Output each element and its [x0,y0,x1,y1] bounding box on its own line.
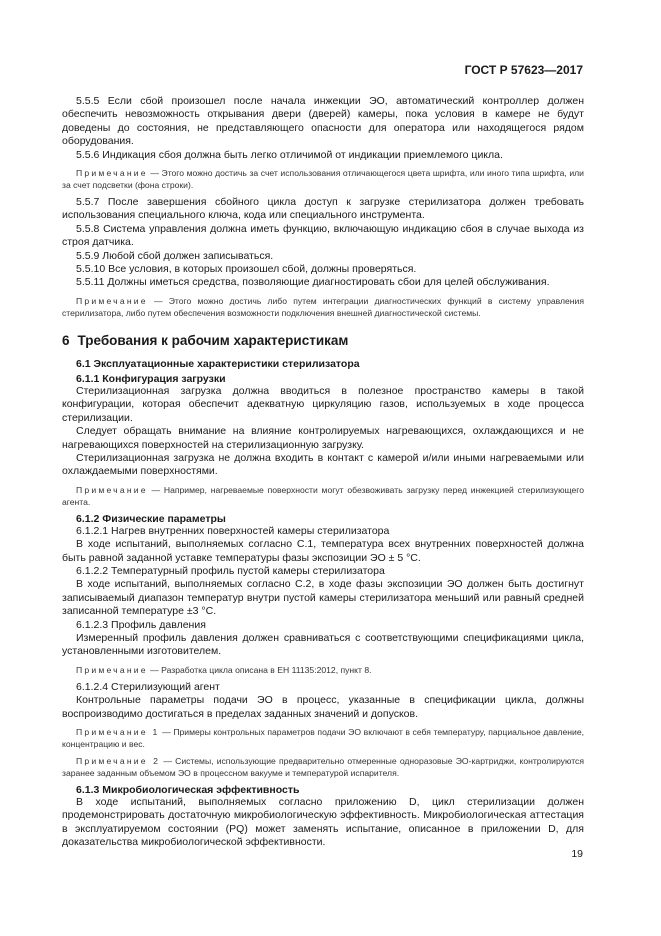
note-5-5-11 [62,295,584,319]
note-text: — Этого можно достичь за счет использования отличающегося цвета шрифта, или иного типа шрифта, или за счет подсветки (фона строки). [62,168,584,191]
paragraph-5-5-10: 5.5.10 Все условия, в которых произошел сбой, должны проверяться. [76,263,417,276]
paragraph-6-1-1-c: Стерилизационная загрузка не должна входить в контакт с камерой и/или иными нагреваемыми или охлаждаемыми поверхностями. [62,451,584,478]
paragraph-5-5-9: 5.5.9 Любой сбой должен записываться. [76,249,274,262]
note-label: Примечание [76,664,148,675]
paragraph-6-1-2-1-heading: 6.1.2.1 Нагрев внутренних поверхностей камеры стерилизатора [76,524,390,537]
note-5-5-6 [62,167,584,191]
paragraph-5-5-6: 5.5.6 Индикация сбоя должна быть легко отличимой от индикации приемлемого цикла. [76,148,503,161]
paragraph-5-5-5: 5.5.5 Если сбой произошел после начала инжекции ЭО, автоматический контроллер должен обеспечить невозможность открывания двери (дверей) камеры, пока условия в камере не будут доведены до состояния, не представляющего опасности для оператора или находящегося рядом оборудования. [62,95,584,148]
page-number: 19 [571,848,583,860]
paragraph-6-1-1-b: Следует обращать внимание на влияние контролируемых нагревающихся, охлаждающихся и не нагревающихся поверхностей на стерилизационную загрузку. [62,425,584,451]
note-text: — Системы, использующие предварительно отмеренные одноразовые ЭО-картриджи, контролируются заранее заданным объемом ЭО в процессном вакууме и температурой испарителя. [62,756,584,778]
paragraph-6-1-2-2: В ходе испытаний, выполняемых согласно С.2, в ходе фазы экспозиции ЭО должен быть достигнут записываемый диапазон температур внутри пустой камеры стерилизатора меньший или равный средней записанной температуре ±3 °С. [62,578,584,618]
paragraph-6-1-2-3: Измеренный профиль давления должен сравниваться с соответствующими спецификациями цикла, установленными изготовителем. [62,631,584,658]
note-6-1-1 [62,484,584,508]
section-6-heading [62,333,584,348]
note-label: Примечание [76,484,148,495]
paragraph-6-1-3: В ходе испытаний, выполняемых согласно приложению D, цикл стерилизации должен продемонстрировать достаточную микробиологическую эффективность. Микробиологическая аттестация в эксплуатируемом состоянии (PQ) может заменять испытание, описанное в приложении D, для доказательства микробиологической эффективности. [62,796,584,849]
document-header: ГОСТ Р 57623—2017 [464,63,583,77]
note-text: — Разработка цикла описана в ЕН 11135:2012, пункт 8. [147,664,372,675]
note-label: Примечание [76,168,148,179]
note-6-1-2-4-2 [62,755,584,779]
note-text: — Этого можно достичь либо путем интеграции диагностических функций в систему управления стерилизатора, либо путем обеспечения возможности подключения внешней диагностической системы. [62,295,584,318]
section-number: 6 [62,332,70,348]
note-6-1-2-3 [62,664,584,676]
section-title: Требования к рабочим характеристикам [77,332,349,348]
paragraph-6-1-2-4-heading: 6.1.2.4 Стерилизующий агент [76,680,220,693]
paragraph-6-1-2-4: Контрольные параметры подачи ЭО в процесс, указанные в спецификации цикла, должны воспроизводимо достигаться в пределах заданных значений и допусков. [62,694,584,720]
note-label: Примечание 1 [76,727,160,737]
paragraph-6-1-2-3-heading: 6.1.2.3 Профиль давления [76,618,206,631]
subsection-6-1-3-heading: 6.1.3 Микробиологическая эффективность [76,784,300,796]
paragraph-6-1-2-1: В ходе испытаний, выполняемых согласно С.1, температура всех внутренних поверхностей должна быть равной заданной уставке температуры фазы экспозиции ЭО ± 5 °С. [62,538,584,564]
paragraph-5-5-11: 5.5.11 Должны иметься средства, позволяющие диагностировать сбои для целей обслуживания. [76,276,550,289]
note-text: — Например, нагреваемые поверхности могут обезвоживать загрузку перед инжекцией стерилизующего агента. [62,484,584,507]
note-label: Примечание 2 [76,756,161,766]
note-text: — Примеры контрольных параметров подачи ЭО включают в себя температуру, парциальное давление, концентрацию и вес. [62,727,584,749]
paragraph-6-1-2-2-heading: 6.1.2.2 Температурный профиль пустой камеры стерилизатора [76,564,385,577]
page-content [62,95,584,850]
note-label: Примечание [76,295,148,306]
subsection-6-1-1-heading: 6.1.1 Конфигурация загрузки [76,372,226,385]
paragraph-5-5-7: 5.5.7 После завершения сбойного цикла доступ к загрузке стерилизатора должен требовать использования специального ключа, кода или специального инструмента. [62,196,584,222]
note-6-1-2-4-1 [62,726,584,750]
subsection-6-1-heading: 6.1 Эксплуатационные характеристики стерилизатора [76,357,360,370]
paragraph-5-5-8: 5.5.8 Система управления должна иметь функцию, включающую индикацию сбоя в случае выхода из строя датчика. [62,222,584,249]
subsection-6-1-2-heading: 6.1.2 Физические параметры [76,512,226,525]
paragraph-6-1-1-a: Стерилизационная загрузка должна вводиться в полезное пространство камеры в такой конфигурации, которая обеспечит адекватную циркуляцию газов, используемых в ходе процесса стерилизации. [62,384,584,424]
